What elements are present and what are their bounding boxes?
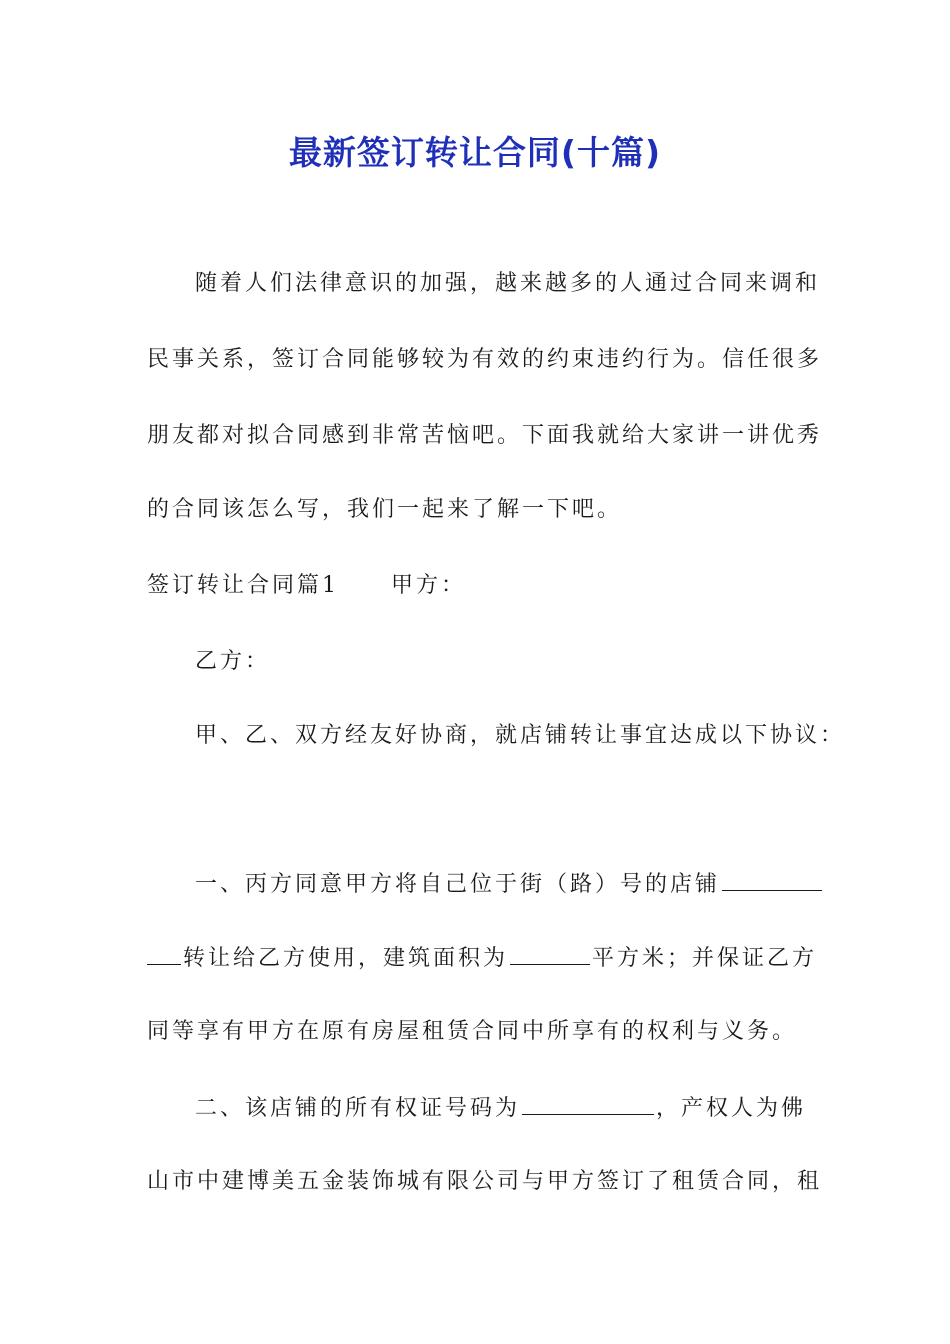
intro-line-2: 民事关系，签订合同能够较为有效的约束违约行为。信任很多 bbox=[147, 347, 823, 372]
blank-field bbox=[147, 942, 181, 965]
party-a-label: 甲方： bbox=[391, 573, 467, 598]
party-b-label: 乙方： bbox=[195, 649, 271, 674]
clause-2-line-2: 山市中建博美五金装饰城有限公司与甲方签订了租赁合同，租 bbox=[147, 1169, 823, 1194]
intro-line-4: 的合同该怎么写，我们一起来了解一下吧。 bbox=[147, 497, 623, 522]
clause-1-line-2 bbox=[147, 942, 818, 975]
clause-2-text: 二、该店铺的所有权证号码为 bbox=[195, 1096, 521, 1121]
clause-1-line-1 bbox=[195, 868, 812, 901]
clause-2-text: ，产权人为佛 bbox=[656, 1096, 807, 1121]
document-title: 最新签订转让合同(十篇) bbox=[288, 133, 662, 172]
clause-1-text: 平方米；并保证乙方 bbox=[592, 946, 818, 971]
blank-field bbox=[510, 942, 590, 965]
clause-1-text: 转让给乙方使用，建筑面积为 bbox=[183, 946, 509, 971]
blank-field bbox=[722, 868, 822, 891]
blank-field bbox=[522, 1092, 654, 1115]
clause-1-text: 一、丙方同意甲方将自己位于街（路）号的店铺 bbox=[195, 872, 721, 897]
intro-line-3: 朋友都对拟合同感到非常苦恼吧。下面我就给大家讲一讲优秀 bbox=[147, 423, 823, 448]
intro-line-1: 随着人们法律意识的加强，越来越多的人通过合同来调和 bbox=[195, 271, 821, 296]
section-heading-line bbox=[147, 570, 812, 602]
agreement-intro: 甲、乙、双方经友好协商，就店铺转让事宜达成以下协议： bbox=[195, 723, 846, 748]
clause-2-line-1 bbox=[195, 1092, 812, 1125]
clause-1-line-3: 同等享有甲方在原有房屋租赁合同中所享有的权利与义务。 bbox=[147, 1019, 798, 1044]
section-heading: 签订转让合同篇1 bbox=[147, 573, 339, 598]
